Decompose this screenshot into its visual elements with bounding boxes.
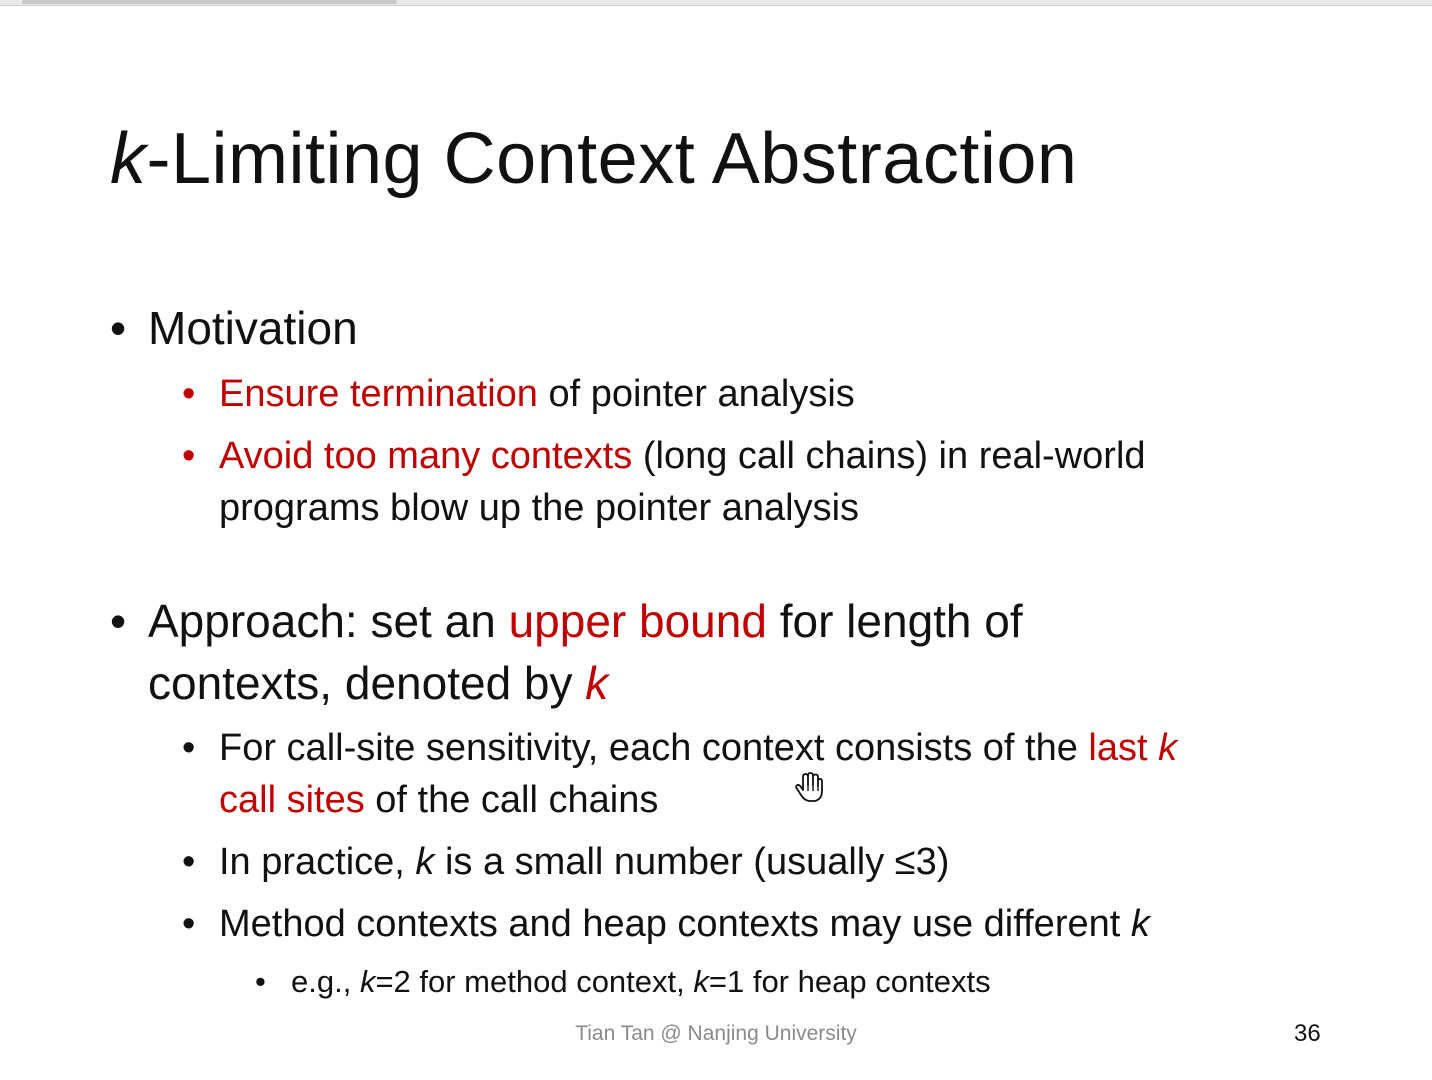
bullet-dot-icon: • [182,373,196,415]
variable-k: k [415,841,435,883]
body-text: For call-site sensitivity, each context consists of the [219,727,1089,769]
title-variable-k: k [110,119,147,199]
emphasis-text: Avoid too many contexts [219,435,633,477]
body-text: for length of [766,595,1023,647]
body-text-continued: programs blow up the pointer analysis [219,487,860,529]
slide-footer: Tian Tan @ Nanjing University [575,1022,857,1045]
body-text: =2 for method context, [375,964,694,999]
variable-k: k [1130,903,1150,945]
bullet-dot-icon: • [255,964,266,999]
motivation-heading: Motivation [148,302,358,354]
bullet-dot-icon: • [110,302,127,354]
body-text: contexts, denoted by [148,657,586,709]
emphasis-text: last [1088,727,1159,769]
body-text: Approach: set an [148,595,509,647]
emphasis-text: call sites [219,779,365,821]
bullet-dot-icon: • [182,435,196,477]
variable-k: k [693,964,709,999]
body-text: of the call chains [364,779,659,821]
body-text: In practice, [219,841,416,883]
body-text: =1 for heap contexts [708,964,991,999]
body-text: Method contexts and heap contexts may use different [219,903,1131,945]
bullet-dot-icon: • [182,903,196,945]
body-text: e.g., [291,964,360,999]
page-number: 36 [1294,1020,1321,1047]
title-text: -Limiting Context Abstraction [146,119,1078,199]
bullet-dot-icon: • [182,841,196,883]
variable-k: k [1158,727,1178,769]
progress-fill [22,0,397,4]
body-text: is a small number (usually ≤3) [434,841,950,883]
body-text: (long call chains) in real-world [632,435,1146,477]
variable-k: k [359,964,376,999]
emphasis-text: Ensure termination [219,373,538,415]
slide-title [110,118,1077,200]
emphasis-text: upper bound [508,595,767,647]
variable-k: k [585,657,609,709]
top-progress-bar [0,0,1432,6]
bullet-dot-icon: • [110,595,127,647]
body-text: of pointer analysis [537,373,855,415]
bullet-dot-icon: • [182,727,196,769]
hand-cursor-icon [793,770,825,804]
